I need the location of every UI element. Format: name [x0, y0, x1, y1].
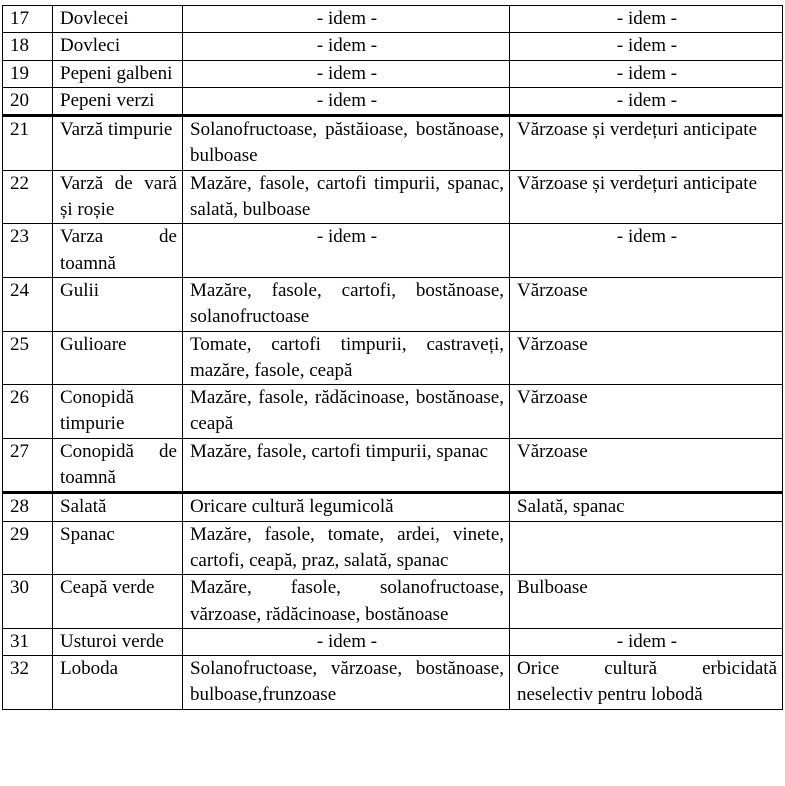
excluded-crops-cell	[510, 521, 783, 575]
excluded-crops-cell: Vărzoase	[510, 331, 783, 385]
row-number: 29	[3, 521, 53, 575]
previous-crops-cell: - idem -	[183, 224, 510, 278]
row-number: 28	[3, 493, 53, 521]
row-number: 31	[3, 628, 53, 655]
previous-crops-cell: Tomate, cartofi timpurii, castraveți, mazăre, fasole, ceapă	[183, 331, 510, 385]
table-row	[3, 33, 783, 60]
crop-name: Gulii	[53, 277, 183, 331]
crop-name: Conopidă timpurie	[53, 385, 183, 439]
crop-name: Salată	[53, 493, 183, 521]
crop-name: Pepeni galbeni	[53, 60, 183, 87]
crop-name: Dovlecei	[53, 6, 183, 33]
previous-crops-cell: - idem -	[183, 87, 510, 115]
excluded-crops-cell: Vărzoase	[510, 385, 783, 439]
table-row	[3, 521, 783, 575]
crop-name: Dovleci	[53, 33, 183, 60]
row-number: 27	[3, 438, 53, 493]
row-number: 22	[3, 170, 53, 224]
previous-crops-cell: Mazăre, fasole, cartofi timpurii, spanac	[183, 438, 510, 493]
table-body	[3, 6, 783, 710]
table-row	[3, 385, 783, 439]
row-number: 21	[3, 116, 53, 171]
previous-crops-cell: Mazăre, fasole, cartofi timpurii, spanac, salată, bulboase	[183, 170, 510, 224]
previous-crops-cell: Mazăre, fasole, rădăcinoase, bostănoase, ceapă	[183, 385, 510, 439]
row-number: 20	[3, 87, 53, 115]
previous-crops-cell: Mazăre, fasole, cartofi, bostănoase, solanofructoase	[183, 277, 510, 331]
table-row	[3, 87, 783, 115]
excluded-crops-cell: - idem -	[510, 224, 783, 278]
table-row	[3, 331, 783, 385]
excluded-crops-cell: - idem -	[510, 87, 783, 115]
table-row	[3, 575, 783, 629]
previous-crops-cell: Mazăre, fasole, tomate, ardei, vinete, cartofi, ceapă, praz, salată, spanac	[183, 521, 510, 575]
crop-name: Ceapă verde	[53, 575, 183, 629]
previous-crops-cell: - idem -	[183, 60, 510, 87]
row-number: 18	[3, 33, 53, 60]
table-row	[3, 170, 783, 224]
previous-crops-cell: - idem -	[183, 33, 510, 60]
excluded-crops-cell: - idem -	[510, 60, 783, 87]
excluded-crops-cell: - idem -	[510, 628, 783, 655]
row-number: 17	[3, 6, 53, 33]
previous-crops-cell: - idem -	[183, 6, 510, 33]
row-number: 32	[3, 656, 53, 710]
table-row	[3, 116, 783, 171]
excluded-crops-cell: Vărzoase și verdețuri anticipate	[510, 116, 783, 171]
previous-crops-cell: Solanofructoase, păstăioase, bostănoase, bulboase	[183, 116, 510, 171]
excluded-crops-cell: - idem -	[510, 33, 783, 60]
table-row	[3, 277, 783, 331]
table-row	[3, 438, 783, 493]
table-row	[3, 224, 783, 278]
previous-crops-cell: Solanofructoase, vărzoase, bostănoase, bulboase,frunzoase	[183, 656, 510, 710]
crop-name: Varza de toamnă	[53, 224, 183, 278]
crop-name: Spanac	[53, 521, 183, 575]
crop-name: Gulioare	[53, 331, 183, 385]
crop-name: Varză de vară și roșie	[53, 170, 183, 224]
crop-rotation-table	[2, 5, 783, 710]
crop-name: Loboda	[53, 656, 183, 710]
crop-name: Usturoi verde	[53, 628, 183, 655]
crop-name: Varză timpurie	[53, 116, 183, 171]
excluded-crops-cell: Vărzoase	[510, 438, 783, 493]
excluded-crops-cell: Vărzoase	[510, 277, 783, 331]
excluded-crops-cell: - idem -	[510, 6, 783, 33]
table-row	[3, 6, 783, 33]
table-row	[3, 628, 783, 655]
row-number: 19	[3, 60, 53, 87]
crop-name: Pepeni verzi	[53, 87, 183, 115]
previous-crops-cell: Oricare cultură legumicolă	[183, 493, 510, 521]
row-number: 23	[3, 224, 53, 278]
row-number: 30	[3, 575, 53, 629]
table-row	[3, 60, 783, 87]
previous-crops-cell: Mazăre, fasole, solanofructoase, vărzoase, rădăcinoase, bostănoase	[183, 575, 510, 629]
table-row	[3, 656, 783, 710]
row-number: 25	[3, 331, 53, 385]
row-number: 24	[3, 277, 53, 331]
excluded-crops-cell: Orice cultură erbicidată neselectiv pentru lobodă	[510, 656, 783, 710]
excluded-crops-cell: Salată, spanac	[510, 493, 783, 521]
table-row	[3, 493, 783, 521]
excluded-crops-cell: Bulboase	[510, 575, 783, 629]
previous-crops-cell: - idem -	[183, 628, 510, 655]
row-number: 26	[3, 385, 53, 439]
crop-name: Conopidă de toamnă	[53, 438, 183, 493]
excluded-crops-cell: Vărzoase și verdețuri anticipate	[510, 170, 783, 224]
